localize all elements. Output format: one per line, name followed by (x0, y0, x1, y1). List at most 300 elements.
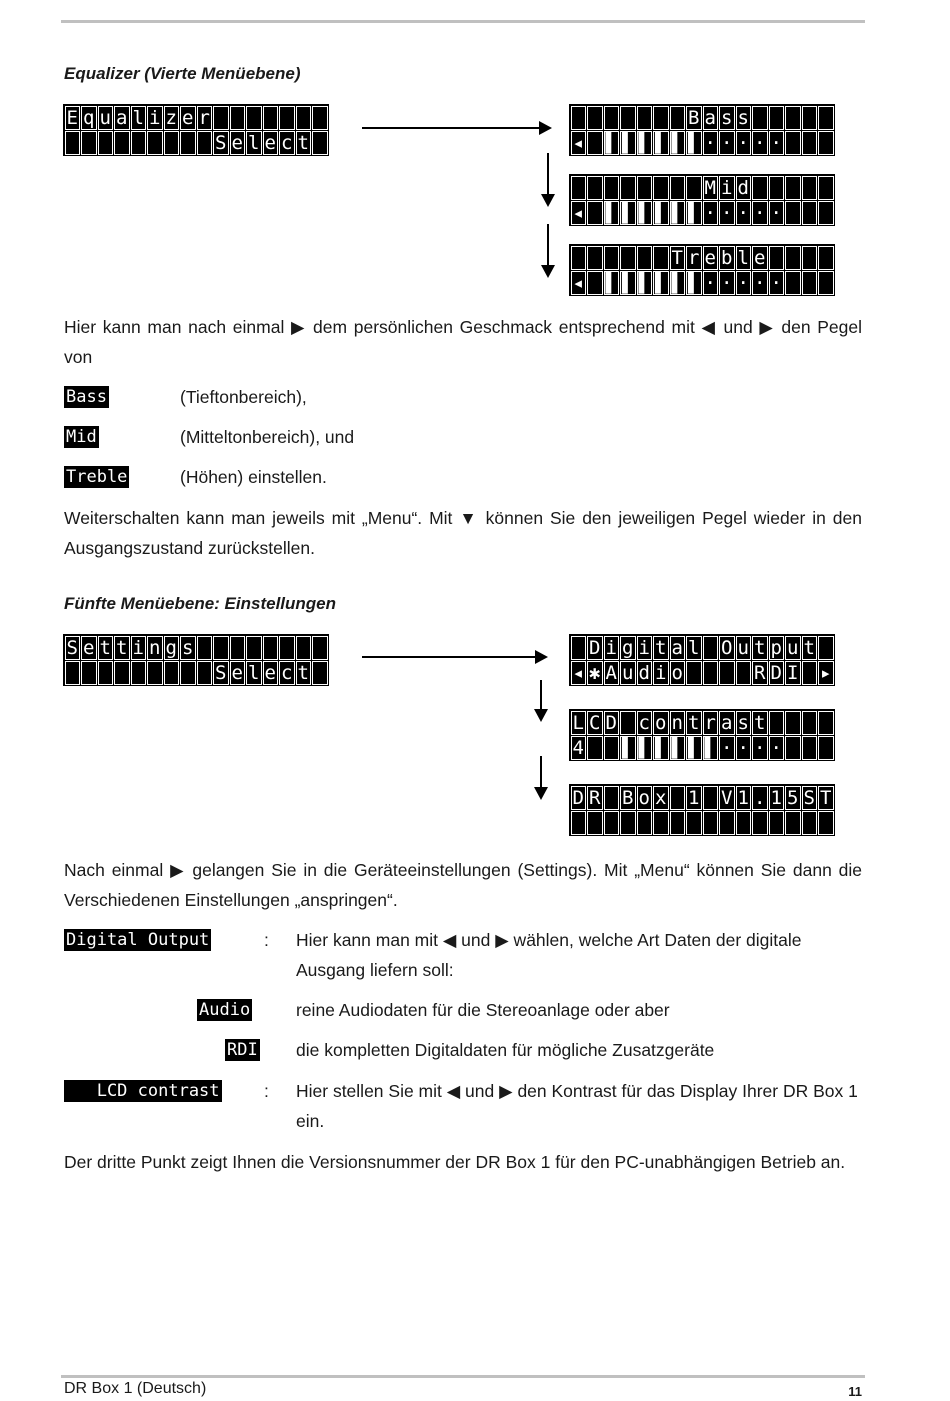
lcd-cell: · (752, 131, 768, 155)
lcd-cell (131, 131, 147, 155)
lcd-cell: t (752, 636, 768, 660)
lcd-cell (818, 811, 834, 835)
colon-digital: : (264, 930, 269, 950)
lcd-cell: ▌ (670, 736, 686, 760)
lcd-cell (785, 176, 801, 200)
lcd-cell: b (719, 246, 735, 270)
text-lcd-contrast: Hier stellen Sie mit ◀ und ▶ den Kontrast für das Display Ihrer DR Box 1 ein. (296, 1081, 858, 1131)
lcd-cell (802, 811, 818, 835)
lcd-cell: ▌ (620, 736, 636, 760)
lcd-cell (587, 246, 603, 270)
lcd-cell (802, 106, 818, 130)
lcd-version (569, 784, 835, 836)
colon-lcd: : (264, 1081, 269, 1101)
lcd-cell: ◂ (571, 131, 587, 155)
lcd-cell: c (637, 711, 653, 735)
lcd-cell: ▌ (686, 131, 702, 155)
lcd-cell: ▌ (670, 131, 686, 155)
lcd-cell: g (164, 636, 180, 660)
lcd-cell: e (230, 661, 246, 685)
lcd-cell: ▌ (703, 736, 719, 760)
lcd-cell: · (736, 736, 752, 760)
lcd-cell: o (670, 661, 686, 685)
lcd-cell: S (213, 131, 229, 155)
lcd-cell (802, 661, 818, 685)
lcd-cell: S (65, 636, 81, 660)
lcd-row (64, 660, 328, 685)
lcd-cell: e (263, 131, 279, 155)
lcd-cell (686, 811, 702, 835)
lcd-cell: t (296, 131, 312, 155)
lcd-cell: t (802, 636, 818, 660)
lcd-cell (312, 636, 328, 660)
lcd-cell (769, 711, 785, 735)
lcd-cell (670, 176, 686, 200)
lcd-cell: · (736, 271, 752, 295)
lcd-cell: B (686, 106, 702, 130)
arrow-down-settings-2 (540, 756, 542, 798)
lcd-cell: B (620, 786, 636, 810)
lcd-cell: . (752, 786, 768, 810)
lcd-cell: ▌ (637, 201, 653, 225)
lcd-mid (569, 174, 835, 226)
lcd-cell: D (604, 711, 620, 735)
lcd-cell (703, 661, 719, 685)
lcd-cell: 1 (736, 786, 752, 810)
lcd-cell (604, 246, 620, 270)
settings-heading: Fünfte Menüebene: Einstellungen (64, 594, 337, 613)
lcd-cell (802, 131, 818, 155)
lcd-cell: M (703, 176, 719, 200)
lcd-cell (670, 811, 686, 835)
lcd-cell: u (736, 636, 752, 660)
lcd-cell (637, 246, 653, 270)
text-mid: (Mitteltonbereich), und (180, 427, 355, 447)
lcd-cell: ▌ (604, 271, 620, 295)
lcd-cell (114, 661, 130, 685)
footer-title: DR Box 1 (Deutsch) (64, 1380, 207, 1397)
lcd-cell (620, 711, 636, 735)
lcd-row (64, 130, 328, 155)
lcd-row (570, 270, 834, 295)
lcd-cell: 4 (571, 736, 587, 760)
lcd-cell: s (736, 106, 752, 130)
lcd-cell: ▌ (620, 201, 636, 225)
arrow-down-eq-1 (547, 153, 549, 205)
lcd-cell: u (620, 661, 636, 685)
lcd-cell: · (769, 131, 785, 155)
lcd-cell (752, 106, 768, 130)
lcd-cell (98, 131, 114, 155)
lcd-cell (785, 271, 801, 295)
lcd-cell (587, 736, 603, 760)
lcd-cell: e (263, 661, 279, 685)
lcd-cell (180, 661, 196, 685)
lcd-cell (114, 131, 130, 155)
lcd-cell (736, 661, 752, 685)
lcd-cell: t (296, 661, 312, 685)
lcd-cell: ✱ (587, 661, 603, 685)
lcd-cell (620, 811, 636, 835)
lcd-cell: ▌ (653, 131, 669, 155)
lcd-cell (604, 106, 620, 130)
lcd-cell (587, 106, 603, 130)
lcd-cell: · (719, 201, 735, 225)
lcd-cell (65, 131, 81, 155)
lcd-cell: i (637, 636, 653, 660)
lcd-cell (164, 131, 180, 155)
lcd-cell: ▌ (653, 271, 669, 295)
lcd-cell: ▌ (670, 201, 686, 225)
lcd-cell: 5 (785, 786, 801, 810)
tag-audio: Audio (199, 1000, 251, 1020)
lcd-cell: · (736, 201, 752, 225)
lcd-cell (752, 811, 768, 835)
lcd-cell: n (670, 711, 686, 735)
lcd-cell (785, 736, 801, 760)
lcd-settings-select (63, 634, 329, 686)
lcd-cell (571, 246, 587, 270)
lcd-cell (703, 786, 719, 810)
lcd-cell (587, 176, 603, 200)
lcd-row (570, 735, 834, 760)
lcd-cell (604, 811, 620, 835)
lcd-cell: ▸ (818, 661, 834, 685)
lcd-cell: t (114, 636, 130, 660)
lcd-cell (571, 636, 587, 660)
lcd-cell (312, 131, 328, 155)
lcd-cell (785, 106, 801, 130)
lcd-cell (571, 811, 587, 835)
lcd-cell: · (769, 736, 785, 760)
lcd-cell: r (686, 246, 702, 270)
tag-bass: Bass (66, 387, 107, 407)
lcd-row (570, 200, 834, 225)
lcd-cell: D (587, 636, 603, 660)
lcd-cell: p (769, 636, 785, 660)
lcd-cell (637, 811, 653, 835)
lcd-cell (769, 176, 785, 200)
lcd-cell: 1 (686, 786, 702, 810)
lcd-cell (312, 661, 328, 685)
lcd-row (570, 245, 834, 270)
lcd-cell (213, 106, 229, 130)
lcd-cell (769, 811, 785, 835)
lcd-cell: ▌ (637, 271, 653, 295)
lcd-cell: x (653, 786, 669, 810)
lcd-cell (81, 661, 97, 685)
lcd-cell: l (246, 661, 262, 685)
lcd-cell: d (637, 661, 653, 685)
lcd-digital-output (569, 634, 835, 686)
lcd-cell: a (670, 636, 686, 660)
lcd-row (570, 105, 834, 130)
lcd-cell: ◂ (571, 201, 587, 225)
paragraph-weiterschalten: Weiterschalten kann man jeweils mit „Menu“. Mit ▼ können Sie den jeweiligen Pegel wieder in den Ausgangszustand zurückstellen. (64, 508, 862, 558)
lcd-cell: a (114, 106, 130, 130)
lcd-cell (670, 786, 686, 810)
lcd-row (64, 105, 328, 130)
lcd-cell (818, 711, 834, 735)
lcd-cell (147, 131, 163, 155)
lcd-cell (164, 661, 180, 685)
lcd-row (570, 785, 834, 810)
lcd-cell (802, 176, 818, 200)
lcd-cell (571, 106, 587, 130)
lcd-cell (785, 201, 801, 225)
lcd-cell: · (752, 271, 768, 295)
lcd-cell: a (719, 711, 735, 735)
paragraph-pegel: Hier kann man nach einmal ▶ dem persönlichen Geschmack entsprechend mit ◀ und ▶ den Pegel von (64, 317, 862, 367)
lcd-cell: s (736, 711, 752, 735)
lcd-cell (719, 811, 735, 835)
lcd-cell (263, 636, 279, 660)
arrow-down-settings-1 (540, 680, 542, 720)
lcd-cell (587, 811, 603, 835)
lcd-cell (670, 106, 686, 130)
lcd-cell: ▌ (604, 201, 620, 225)
lcd-cell: R (587, 786, 603, 810)
lcd-cell: D (769, 661, 785, 685)
lcd-cell: · (719, 131, 735, 155)
lcd-cell (246, 636, 262, 660)
lcd-cell: i (131, 636, 147, 660)
lcd-cell: s (180, 636, 196, 660)
lcd-cell: e (703, 246, 719, 270)
lcd-cell (296, 636, 312, 660)
lcd-contrast (569, 709, 835, 761)
lcd-row (570, 810, 834, 835)
lcd-cell: o (653, 711, 669, 735)
lcd-cell: r (703, 711, 719, 735)
lcd-cell: s (719, 106, 735, 130)
lcd-cell: ▌ (686, 201, 702, 225)
lcd-cell: ◂ (571, 271, 587, 295)
lcd-cell (213, 636, 229, 660)
lcd-cell (686, 661, 702, 685)
lcd-cell: ▌ (637, 736, 653, 760)
lcd-cell: · (769, 201, 785, 225)
lcd-cell: A (604, 661, 620, 685)
lcd-cell: · (719, 736, 735, 760)
lcd-cell: ▌ (670, 271, 686, 295)
lcd-cell (703, 636, 719, 660)
lcd-row (570, 710, 834, 735)
lcd-cell: n (147, 636, 163, 660)
tag-digital-output: Digital Output (66, 930, 210, 950)
tag-mid: Mid (66, 427, 97, 447)
lcd-cell (98, 661, 114, 685)
lcd-cell (802, 201, 818, 225)
lcd-cell (719, 661, 735, 685)
paragraph-settings: Nach einmal ▶ gelangen Sie in die Geräteeinstellungen (Settings). Mit „Menu“ können Sie dann die Verschiedenen Einstellungen „anspringen“. (64, 860, 862, 910)
lcd-cell: t (653, 636, 669, 660)
lcd-cell: c (279, 661, 295, 685)
lcd-cell (769, 246, 785, 270)
lcd-cell (653, 176, 669, 200)
lcd-cell (653, 811, 669, 835)
equalizer-heading: Equalizer (Vierte Menüebene) (64, 64, 301, 83)
lcd-cell (653, 106, 669, 130)
lcd-cell (246, 106, 262, 130)
lcd-cell (818, 736, 834, 760)
text-treble: (Höhen) einstellen. (180, 467, 327, 487)
top-rule (61, 20, 865, 23)
lcd-cell: a (703, 106, 719, 130)
lcd-cell (620, 176, 636, 200)
lcd-cell: c (279, 131, 295, 155)
lcd-cell (818, 271, 834, 295)
lcd-cell: O (719, 636, 735, 660)
lcd-cell: l (736, 246, 752, 270)
paragraph-version: Der dritte Punkt zeigt Ihnen die Versionsnummer der DR Box 1 für den PC-unabhängigen Betrieb an. (64, 1152, 846, 1172)
lcd-cell: L (571, 711, 587, 735)
text-digital-output: Hier kann man mit ◀ und ▶ wählen, welche Art Daten der digitale Ausgang liefern soll: (296, 930, 802, 980)
lcd-cell (312, 106, 328, 130)
lcd-cell: · (719, 271, 735, 295)
lcd-row (570, 130, 834, 155)
lcd-cell (620, 106, 636, 130)
lcd-cell (818, 176, 834, 200)
lcd-cell (180, 131, 196, 155)
lcd-cell: C (587, 711, 603, 735)
lcd-equalizer-select (63, 104, 329, 156)
lcd-cell: u (98, 106, 114, 130)
lcd-row (570, 635, 834, 660)
lcd-cell: l (131, 106, 147, 130)
lcd-cell (230, 106, 246, 130)
lcd-cell (637, 106, 653, 130)
lcd-cell: i (604, 636, 620, 660)
lcd-cell: i (719, 176, 735, 200)
lcd-cell: S (213, 661, 229, 685)
lcd-cell: d (736, 176, 752, 200)
lcd-cell (637, 176, 653, 200)
lcd-cell (587, 131, 603, 155)
lcd-row (570, 660, 834, 685)
lcd-cell: i (653, 661, 669, 685)
arrow-down-eq-2 (547, 224, 549, 276)
text-rdi: die kompletten Digitaldaten für mögliche Zusatzgeräte (296, 1040, 715, 1060)
lcd-cell (571, 176, 587, 200)
lcd-cell: u (785, 636, 801, 660)
lcd-cell (818, 106, 834, 130)
lcd-cell (802, 711, 818, 735)
bottom-rule (61, 1375, 865, 1378)
lcd-cell: D (571, 786, 587, 810)
tag-rdi: RDI (227, 1040, 258, 1060)
lcd-cell (587, 201, 603, 225)
lcd-cell (818, 201, 834, 225)
arrow-right-eq (362, 127, 550, 129)
lcd-cell (279, 106, 295, 130)
lcd-cell: e (230, 131, 246, 155)
lcd-row (64, 635, 328, 660)
lcd-cell: ▌ (653, 201, 669, 225)
tag-lcd-contrast: LCD contrast (66, 1081, 220, 1101)
text-bass: (Tieftonbereich), (180, 387, 307, 407)
lcd-cell (197, 636, 213, 660)
lcd-cell: · (769, 271, 785, 295)
lcd-cell: l (686, 636, 702, 660)
lcd-cell (785, 711, 801, 735)
lcd-cell (802, 246, 818, 270)
lcd-cell (197, 131, 213, 155)
lcd-cell (785, 246, 801, 270)
lcd-cell: V (719, 786, 735, 810)
lcd-cell (653, 246, 669, 270)
lcd-cell: e (180, 106, 196, 130)
lcd-cell (230, 636, 246, 660)
lcd-row (570, 175, 834, 200)
tag-treble: Treble (66, 467, 128, 487)
lcd-cell: ▌ (620, 271, 636, 295)
lcd-cell (279, 636, 295, 660)
lcd-cell (802, 271, 818, 295)
lcd-cell: T (670, 246, 686, 270)
lcd-cell: z (164, 106, 180, 130)
lcd-cell: ▌ (620, 131, 636, 155)
lcd-cell (785, 811, 801, 835)
lcd-cell (769, 106, 785, 130)
lcd-cell (818, 131, 834, 155)
lcd-cell: i (147, 106, 163, 130)
lcd-cell (296, 106, 312, 130)
lcd-cell: ▌ (604, 131, 620, 155)
lcd-cell (604, 736, 620, 760)
lcd-cell: ▌ (653, 736, 669, 760)
lcd-cell (818, 246, 834, 270)
lcd-cell: e (81, 636, 97, 660)
lcd-cell (604, 786, 620, 810)
lcd-cell: · (752, 201, 768, 225)
lcd-cell (703, 811, 719, 835)
lcd-cell (147, 661, 163, 685)
page-number: 11 (848, 1384, 862, 1399)
lcd-cell (604, 176, 620, 200)
lcd-cell: S (802, 786, 818, 810)
text-audio: reine Audiodaten für die Stereoanlage oder aber (296, 1000, 670, 1020)
lcd-cell: E (65, 106, 81, 130)
lcd-treble (569, 244, 835, 296)
lcd-cell (65, 661, 81, 685)
lcd-cell: t (752, 711, 768, 735)
lcd-cell (736, 811, 752, 835)
lcd-cell: l (246, 131, 262, 155)
lcd-cell (197, 661, 213, 685)
lcd-cell (818, 636, 834, 660)
lcd-cell: · (736, 131, 752, 155)
lcd-cell: ▌ (686, 736, 702, 760)
lcd-cell (785, 131, 801, 155)
lcd-cell: I (785, 661, 801, 685)
lcd-bass (569, 104, 835, 156)
lcd-cell: r (197, 106, 213, 130)
lcd-cell (686, 176, 702, 200)
lcd-cell (620, 246, 636, 270)
lcd-cell: t (686, 711, 702, 735)
lcd-cell: · (703, 201, 719, 225)
lcd-cell: · (752, 736, 768, 760)
lcd-cell (131, 661, 147, 685)
lcd-cell: o (637, 786, 653, 810)
lcd-cell: R (752, 661, 768, 685)
lcd-cell (81, 131, 97, 155)
lcd-cell: ▌ (686, 271, 702, 295)
lcd-cell: 1 (769, 786, 785, 810)
lcd-cell (752, 176, 768, 200)
lcd-cell: g (620, 636, 636, 660)
